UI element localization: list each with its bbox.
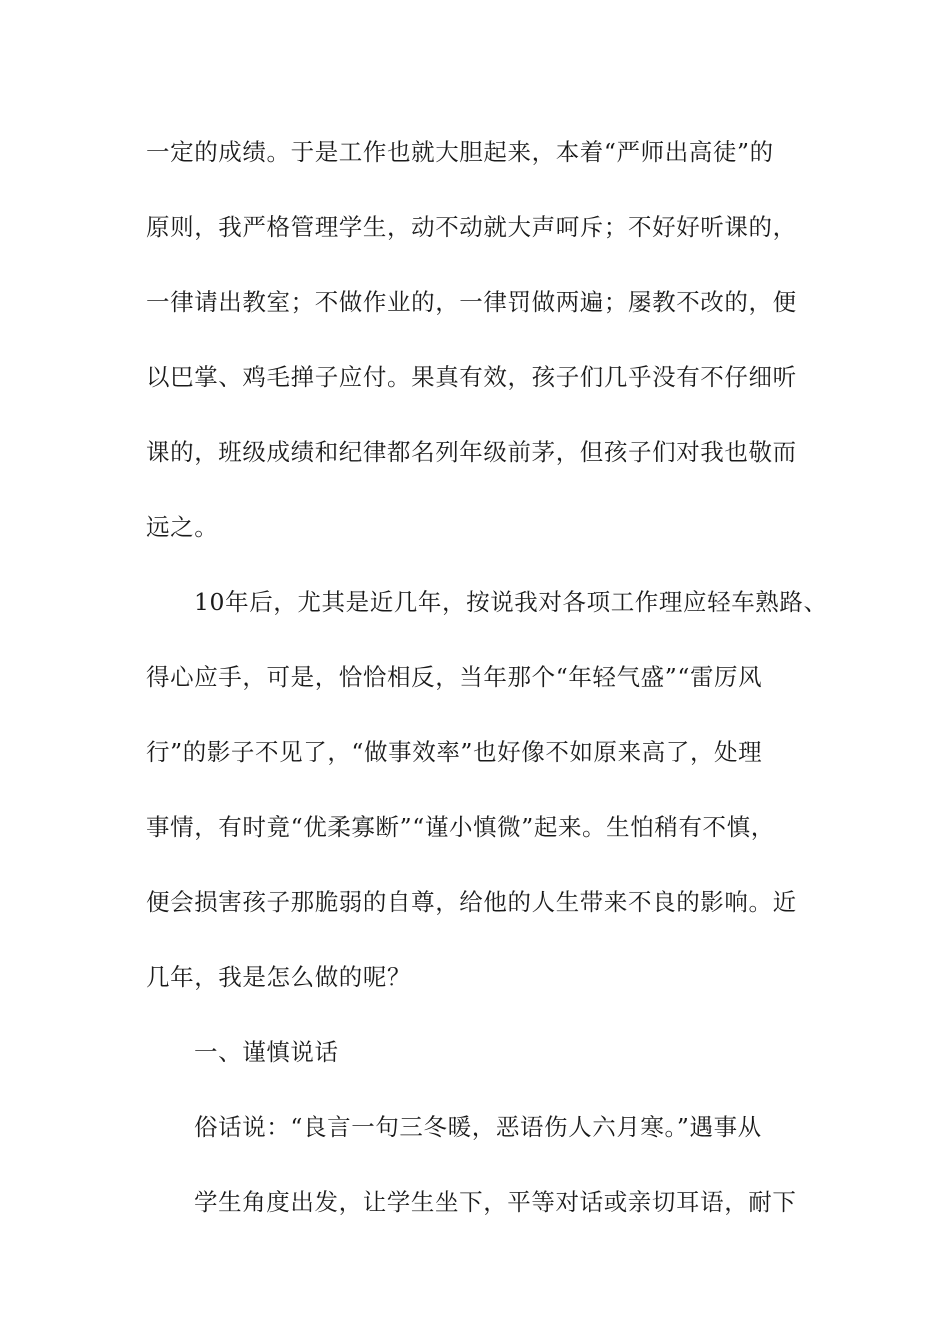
text-line: 几年，我是怎么做的呢？ <box>146 963 412 991</box>
section-heading: 一、谨慎说话 <box>194 1038 339 1066</box>
text-line: 课的，班级成绩和纪律都名列年级前茅，但孩子们对我也敬而 <box>146 438 797 466</box>
text-line: 便会损害孩子那脆弱的自尊，给他的人生带来不良的影响。近 <box>146 888 797 916</box>
text-line: 学生角度出发，让学生坐下，平等对话或亲切耳语，耐下 <box>194 1188 797 1216</box>
text-line: 行”的影子不见了，“做事效率”也好像不如原来高了，处理 <box>146 738 763 766</box>
text-line: 一律请出教室；不做作业的，一律罚做两遍；屡教不改的，便 <box>146 288 797 316</box>
text-line: 得心应手，可是，恰恰相反，当年那个“年轻气盛”“雷厉风 <box>146 663 763 691</box>
text-line: 以巴掌、鸡毛掸子应付。果真有效，孩子们几乎没有不仔细听 <box>146 363 797 391</box>
text-line: 一定的成绩。于是工作也就大胆起来，本着“严师出高徒”的 <box>146 138 774 166</box>
paragraph-start-line: 俗话说：“良言一句三冬暖，恶语伤人六月寒。”遇事从 <box>194 1113 762 1141</box>
text-line: 远之。 <box>146 513 219 541</box>
text-line: 原则，我严格管理学生，动不动就大声呵斥；不好好听课的， <box>146 213 797 241</box>
text-line: 事情，有时竟“优柔寡断”“谨小慎微”起来。生怕稍有不慎， <box>146 813 775 841</box>
paragraph-start-line: 10年后，尤其是近几年，按说我对各项工作理应轻车熟路、 <box>194 588 828 616</box>
